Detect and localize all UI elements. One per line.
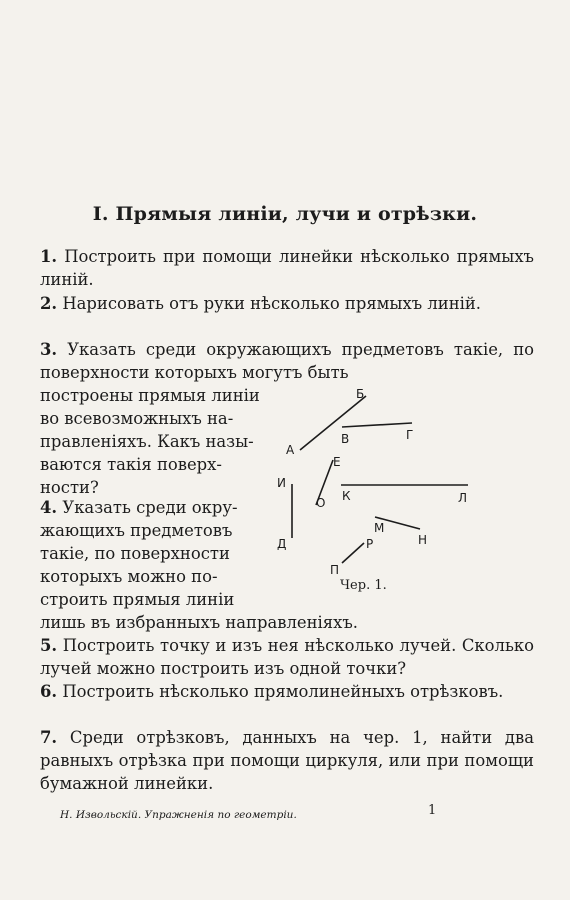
segment-ab xyxy=(300,396,366,450)
exercise-text: Среди отрѣзковъ, данныхъ на чер. 1, найти два равныхъ отрѣзка при помощи циркуля, или при помощи бумажной линейки. xyxy=(40,728,534,793)
exercise-7 xyxy=(40,726,534,795)
point-label: К xyxy=(342,489,351,503)
exercise-3-continuation xyxy=(40,384,262,499)
exercise-text: Указать среди окружающихъ предметовъ такіе, по поверхности которыхъ могутъ быть xyxy=(40,340,534,382)
exercise-number: 2. xyxy=(40,294,58,313)
exercise-text-line: правленіяхъ. Какъ назы- xyxy=(40,432,254,451)
point-label: Н xyxy=(418,533,428,547)
exercise-4 xyxy=(40,496,262,611)
exercise-2 xyxy=(40,292,534,315)
point-label: Л xyxy=(458,491,468,505)
point-label: А xyxy=(286,443,295,457)
point-label: В xyxy=(341,432,350,446)
exercise-number: 1. xyxy=(40,247,58,266)
exercise-number: 7. xyxy=(40,728,58,747)
exercise-text: Построить при помощи линейки нѣсколько прямыхъ линій. xyxy=(40,247,534,289)
exercise-number: 6. xyxy=(40,682,58,701)
exercise-number: 5. xyxy=(40,636,58,655)
exercise-4-tail xyxy=(40,611,534,634)
footer-author-title: Н. Извольскій. Упражненія по геометріи. xyxy=(60,809,297,821)
exercise-text-line: которыхъ можно по- xyxy=(40,567,218,586)
exercise-text: Построить точку и изъ нея нѣсколько лучей. Сколько лучей можно построить изъ одной точки? xyxy=(40,636,534,678)
figure-1 xyxy=(270,380,485,610)
exercise-text-line: построены прямыя линіи xyxy=(40,386,260,405)
exercise-1 xyxy=(40,245,534,291)
exercise-text-line: ваются такія поверх- xyxy=(40,455,222,474)
figure-1-drawing xyxy=(270,380,485,610)
exercise-text-line: такіе, по поверхности xyxy=(40,544,230,563)
point-label: М xyxy=(374,521,385,535)
section-title: I. Прямыя линіи, лучи и отрѣзки. xyxy=(92,203,478,225)
exercise-text-line: строить прямыя линіи xyxy=(40,590,235,609)
segment-pr xyxy=(342,543,364,563)
point-label: О xyxy=(316,496,326,510)
point-label: Р xyxy=(366,537,374,551)
exercise-6 xyxy=(40,680,534,703)
point-label: Г xyxy=(406,428,414,442)
point-label: Е xyxy=(333,455,341,469)
exercise-text: Нарисовать отъ руки нѣсколько прямыхъ линій. xyxy=(62,294,481,313)
point-label: И xyxy=(277,476,286,490)
exercise-number: 4. xyxy=(40,498,58,517)
exercise-5 xyxy=(40,634,534,680)
exercise-3 xyxy=(40,338,534,384)
page-number: 1 xyxy=(428,803,437,818)
exercise-text: лишь въ избранныхъ направленіяхъ. xyxy=(40,613,358,632)
exercise-text-line: во всевозможныхъ на- xyxy=(40,409,234,428)
point-label: Б xyxy=(356,387,365,401)
exercise-text-line: ности? xyxy=(40,478,99,497)
exercise-number: 3. xyxy=(40,340,58,359)
figure-caption: Чер. 1. xyxy=(340,578,387,593)
exercise-text: Построить нѣсколько прямолинейныхъ отрѣзковъ. xyxy=(62,682,504,701)
point-label: Д xyxy=(277,537,287,551)
segment-vg xyxy=(342,423,412,427)
exercise-text-line: Указать среди окру- xyxy=(62,498,238,517)
point-label: П xyxy=(330,563,340,577)
exercise-text-line: жающихъ предметовъ xyxy=(40,521,233,540)
